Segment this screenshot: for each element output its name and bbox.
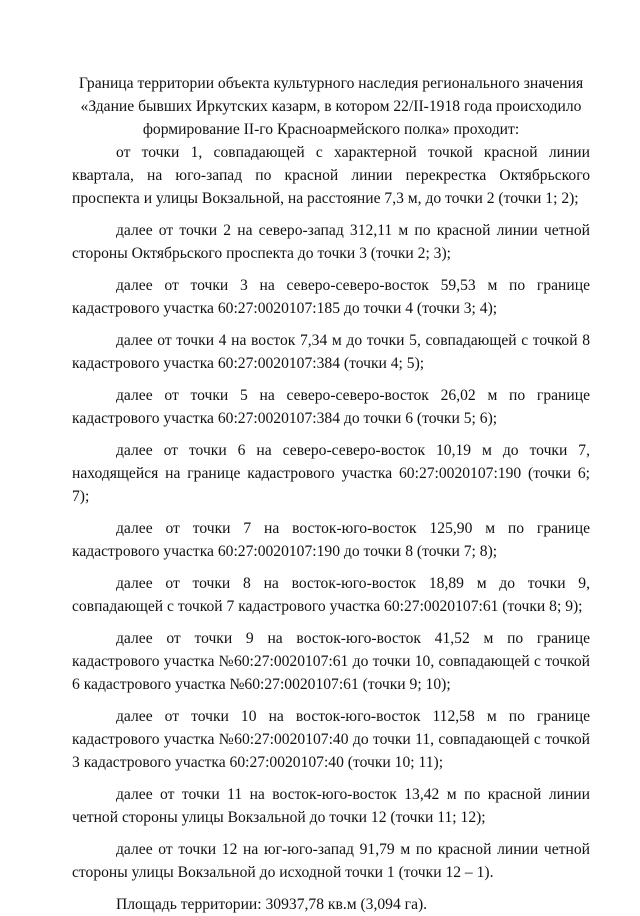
boundary-paragraph-4: далее от точки 4 на восток 7,34 м до точки 5, совпадающей с точкой 8 кадастрового участка 60:27:0020107:384 (точки 4; 5); xyxy=(72,332,590,372)
boundary-paragraph-1: от точки 1, совпадающей с характерной точкой красной линии квартала, на юго-запад по красной линии перекрестка Октябрьского проспекта и улицы Вокзальной, на расстояние 7,3 м, до точки 2 (точки 1; 2); xyxy=(72,144,590,207)
boundary-paragraph-2: далее от точки 2 на северо-запад 312,11 м по красной линии четной стороны Октябрьского проспекта до точки 3 (точки 2; 3); xyxy=(72,222,590,262)
boundary-paragraph-3: далее от точки 3 на северо-северо-восток 59,53 м по границе кадастрового участка 60:27:0020107:185 до точки 4 (точки 3; 4); xyxy=(72,277,590,317)
boundary-paragraph-6: далее от точки 6 на северо-северо-восток 10,19 м до точки 7, находящейся на границе кадастрового участка 60:27:0020107:190 (точки 6; 7); xyxy=(72,442,590,505)
boundary-paragraph-8: далее от точки 8 на восток-юго-восток 18,89 м до точки 9, совпадающей с точкой 7 кадастрового участка 60:27:0020107:61 (точки 8; 9); xyxy=(72,575,590,615)
territory-area: Площадь территории: 30937,78 кв.м (3,094 га). xyxy=(116,896,428,913)
boundary-paragraph-11: далее от точки 11 на восток-юго-восток 13,42 м по красной линии четной стороны улицы Вокзальной до точки 12 (точки 11; 12); xyxy=(72,786,590,826)
boundary-paragraph-5: далее от точки 5 на северо-северо-восток 26,02 м по границе кадастрового участка 60:27:0020107:384 до точки 6 (точки 5; 6); xyxy=(72,387,590,427)
boundary-paragraph-10: далее от точки 10 на восток-юго-восток 112,58 м по границе кадастрового участка №60:27:0020107:40 до точки 11, совпадающей с точкой 3 кадастрового участка 60:27:0020107:40 (точки 10; 11); xyxy=(72,708,590,771)
document-heading: Граница территории объекта культурного наследия регионального значения «Здание бывших Иркутских казарм, в котором 22/II-1918 года происходило формирование II-го Красноармейского полка» проходит: xyxy=(78,75,584,138)
boundary-paragraph-9: далее от точки 9 на восток-юго-восток 41,52 м по границе кадастрового участка №60:27:0020107:61 до точки 10, совпадающей с точкой 6 кадастрового участка №60:27:0020107:61 (точки 9; 10); xyxy=(72,630,590,693)
boundary-paragraph-12: далее от точки 12 на юг-юго-запад 91,79 м по красной линии четной стороны улицы Вокзальной до исходной точки 1 (точки 12 – 1). xyxy=(72,841,590,881)
boundary-paragraph-7: далее от точки 7 на восток-юго-восток 125,90 м по границе кадастрового участка 60:27:0020107:190 до точки 8 (точки 7; 8); xyxy=(72,520,590,560)
